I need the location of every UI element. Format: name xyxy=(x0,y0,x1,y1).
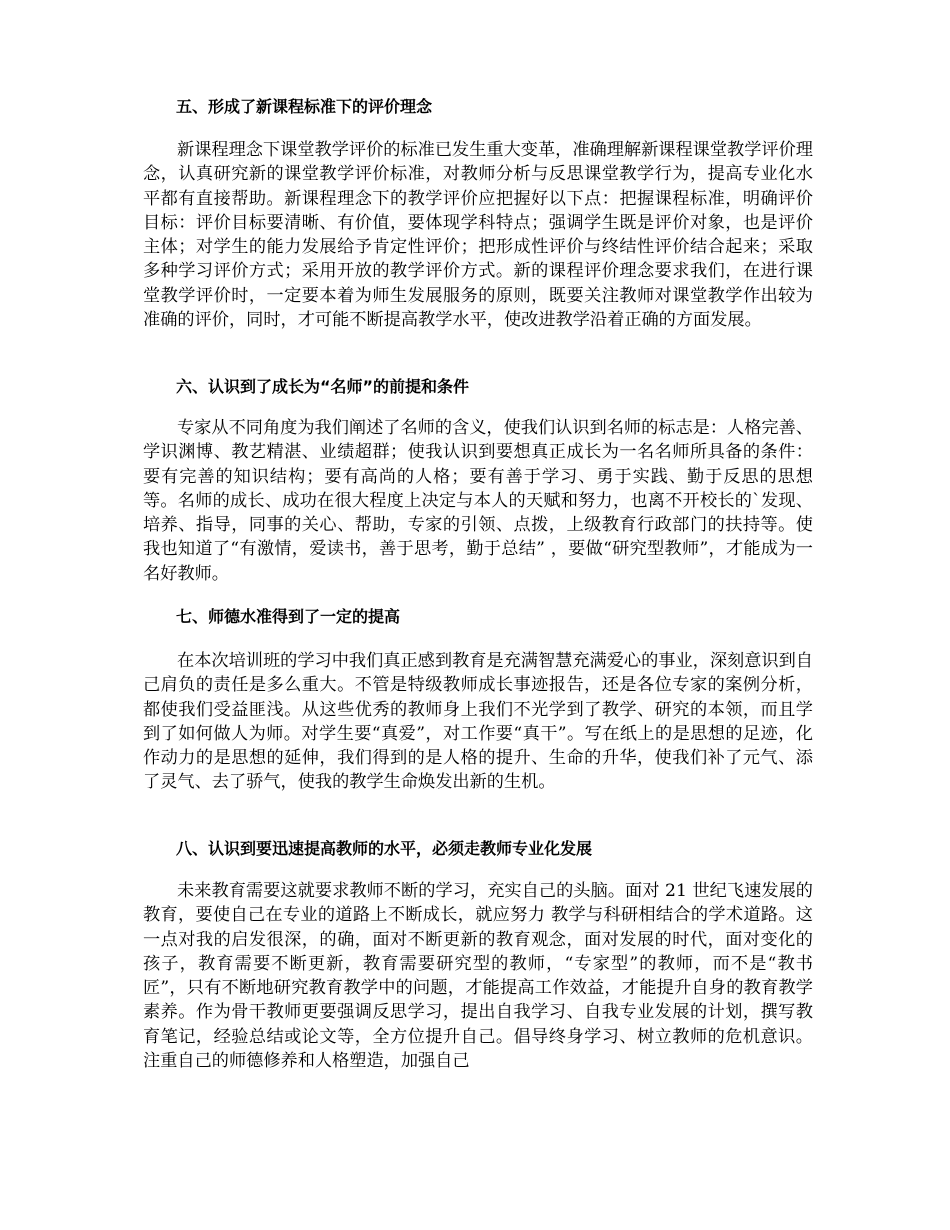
section-paragraph: 新课程理念下课堂教学评价的标准已发生重大变革，准确理解新课程课堂教学评价理念，认真研究新的课堂教学评价标准，对教师分析与反思课堂教学行为，提高专业化水平都有直接帮助。新课程理念下的教学评价应把握好以下点：把握课程标准，明确评价目标：评价目标要清晰、有价值，要体现学科特点；强调学生既是评价对象，也是评价主体；对学生的能力发展给予肯定性评价；把形成性评价与终结性评价结合起来；采取多种学习评价方式；采用开放的教学评价方式。新的课程评价理念要求我们，在进行课堂教学评价时，一定要本着为师生发展服务的原则，既要关注教师对课堂教学作出较为准确的评价，同时，才可能不断提高教学水平，使改进教学沿着正确的方面发展。 xyxy=(143,140,813,331)
section-heading: 七、师德水准得到了一定的提高 xyxy=(176,607,401,626)
section-heading: 八、认识到要迅速提高教师的水平，必须走教师专业化发展 xyxy=(176,839,593,858)
section-heading: 六、认识到了成长为“名师”的前提和条件 xyxy=(176,377,470,396)
section-paragraph: 在本次培训班的学习中我们真正感到教育是充满智慧充满爱心的事业，深刻意识到自己肩负的责任是多么重大。不管是特级教师成长事迹报告，还是各位专家的案例分析，都使我们受益匪浅。从这些优秀的教师身上我们不光学到了教学、研究的本领，而且学到了如何做人为师。对学生要“真爱”，对工作要“真干”。写在纸上的是思想的足迹，化作动力的是思想的延伸，我们得到的是人格的提升、生命的升华，使我们补了元气、添了灵气、去了骄气，使我的教学生命焕发出新的生机。 xyxy=(143,651,813,793)
section-heading: 五、形成了新课程标准下的评价理念 xyxy=(176,97,433,116)
section-paragraph: 未来教育需要这就要求教师不断的学习，充实自己的头脑。面对 21 世纪飞速发展的教育，要使自己在专业的道路上不断成长，就应努力 教学与科研相结合的学术道路。这一点对我的启发很深，的确，面对不断更新的教育观念，面对发展的时代，面对变化的孩子，教育需要不断更新，教育需要研究型的教师，“专家型”的教师，而不是“教书匠”，只有不断地研究教育教学中的问题，才能提高工作效益，才能提升自身的教育教学素养。作为骨干教师更要强调反思学习，提出自我学习、自我专业发展的计划，撰写教育笔记，经验总结或论文等，全方位提升自己。倡导终身学习、树立教师的危机意识。注重自己的师德修养和人格塑造，加强自己 xyxy=(143,881,813,1072)
section-paragraph: 专家从不同角度为我们阐述了名师的含义，使我们认识到名师的标志是：人格完善、学识渊博、教艺精湛、业绩超群；使我认识到要想真正成长为一名名师所具备的条件：要有完善的知识结构；要有高尚的人格；要有善于学习、勇于实践、勤于反思的思想等。名师的成长、成功在很大程度上决定与本人的天赋和努力，也离不开校长的`发现、培养、指导，同事的关心、帮助，专家的引领、点拨，上级教育行政部门的扶持等。使我也知道了“有激情，爱读书，善于思考，勤于总结” ，要做“研究型教师”，才能成为一名好教师。 xyxy=(143,418,813,584)
